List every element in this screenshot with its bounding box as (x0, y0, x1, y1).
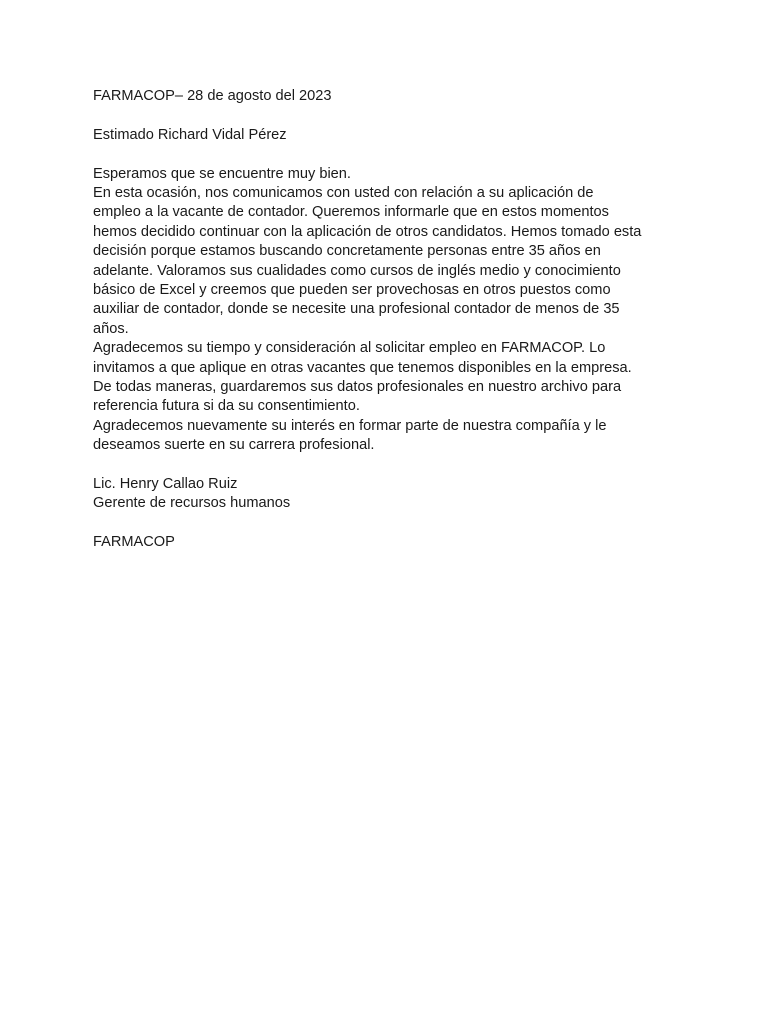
body-line: años. (93, 320, 129, 337)
body-line: invitamos a que aplique en otras vacantes que tenemos disponibles en la empresa. (93, 359, 632, 376)
body-line: adelante. Valoramos sus cualidades como cursos de inglés medio y conocimiento (93, 262, 621, 279)
body-line: auxiliar de contador, donde se necesite una profesional contador de menos de 35 (93, 301, 620, 318)
letter-body (93, 87, 693, 553)
spacer (93, 456, 693, 475)
body-line: empleo a la vacante de contador. Queremos informarle que en estos momentos (93, 204, 609, 221)
signatory-name: Lic. Henry Callao Ruiz (93, 476, 238, 493)
body-line: referencia futura si da su consentimiento. (93, 398, 360, 415)
body-line: hemos decidido continuar con la aplicación de otros candidatos. Hemos tomado esta (93, 223, 642, 240)
body-line: básico de Excel y creemos que pueden ser provechosas en otros puestos como (93, 282, 611, 299)
company-name: FARMACOP (93, 534, 175, 551)
signatory-title: Gerente de recursos humanos (93, 495, 291, 512)
body-line: De todas maneras, guardaremos sus datos profesionales en nuestro archivo para (93, 379, 622, 396)
body-line: Agradecemos nuevamente su interés en formar parte de nuestra compañía y le (93, 417, 607, 434)
body-line: Agradecemos su tiempo y consideración al solicitar empleo en FARMACOP. Lo (93, 340, 606, 357)
body-line: Esperamos que se encuentre muy bien. (93, 165, 351, 182)
body-line: deseamos suerte en su carrera profesional. (93, 437, 375, 454)
body-line: En esta ocasión, nos comunicamos con usted con relación a su aplicación de (93, 185, 594, 201)
body-line: decisión porque estamos buscando concretamente personas entre 35 años en (93, 243, 601, 260)
spacer (93, 145, 693, 164)
letter-header: FARMACOP– 28 de agosto del 2023 (93, 88, 332, 104)
salutation: Estimado Richard Vidal Pérez (93, 126, 287, 143)
spacer (93, 106, 693, 125)
spacer (93, 514, 693, 533)
